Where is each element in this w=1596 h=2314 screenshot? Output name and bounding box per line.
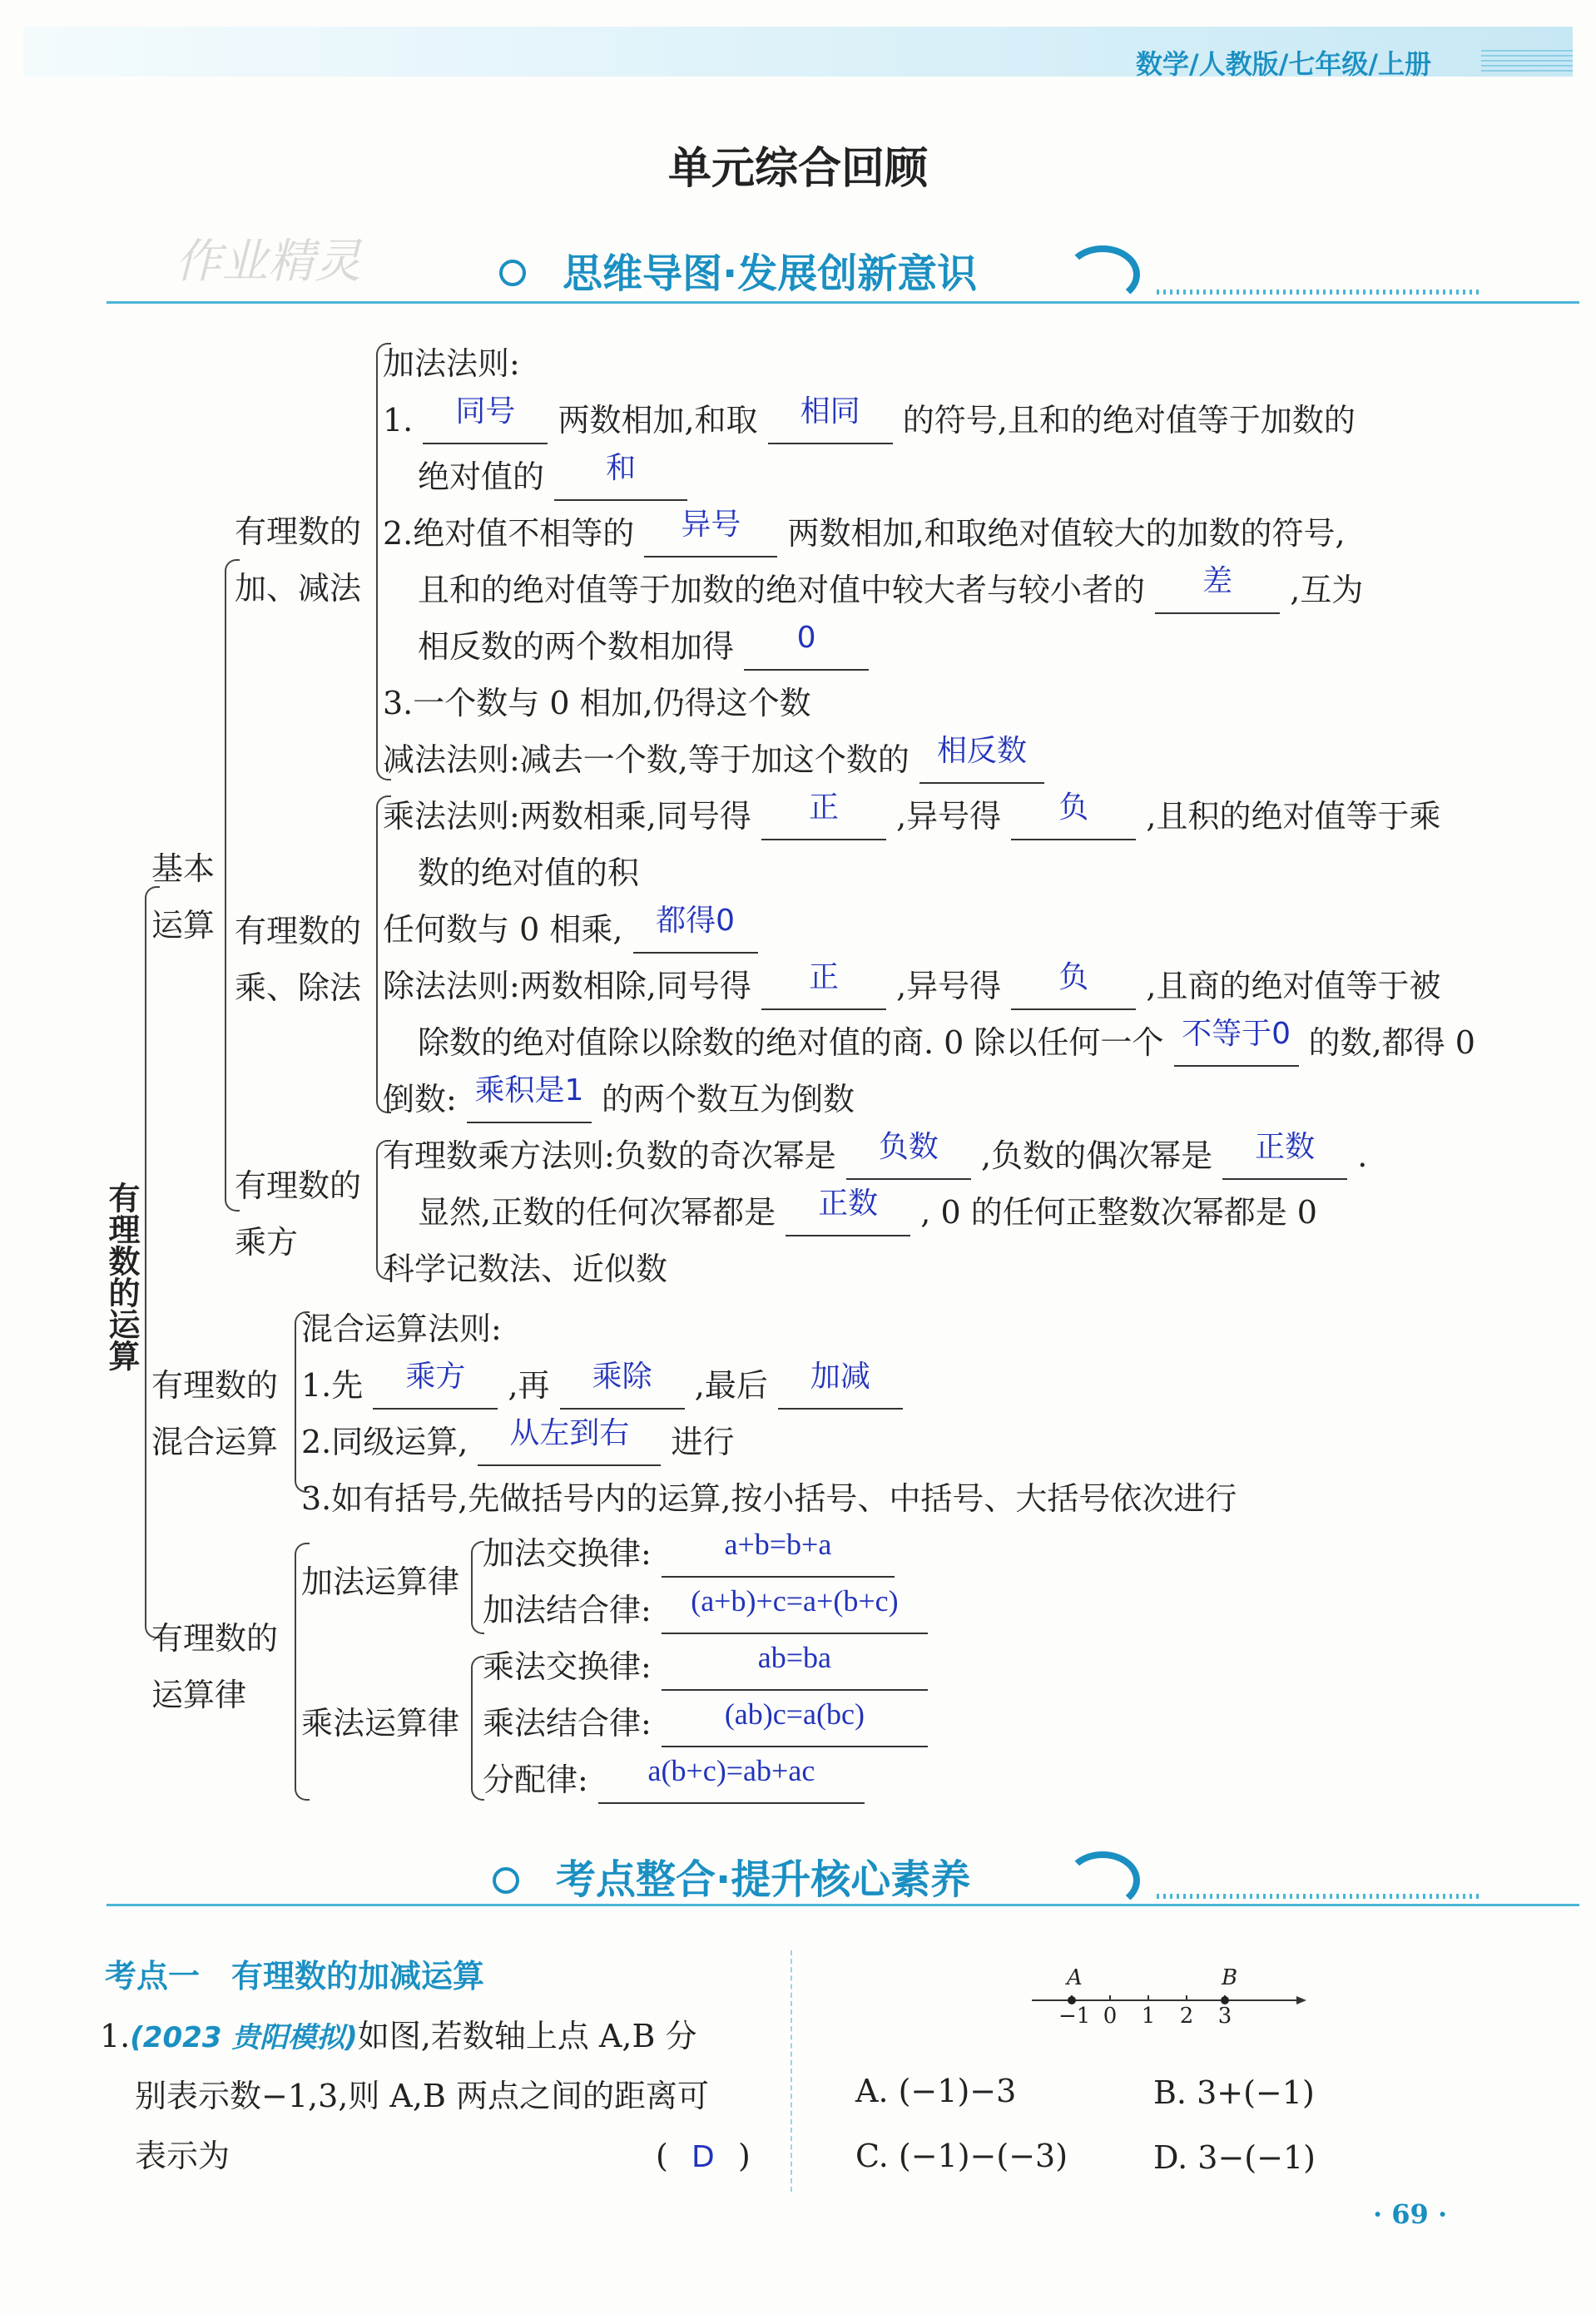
section1-line <box>107 301 1579 304</box>
power-rule: 有理数乘方法则:负数的奇次幂是 负数 ,负数的偶次幂是 正数 . <box>383 1135 1367 1180</box>
page-title: 单元综合回顾 <box>667 143 928 194</box>
answer-nonzero[interactable]: 不等于0 <box>1182 1017 1291 1051</box>
header-breadcrumb: 数学/人教版/七年级/上册 <box>1136 48 1432 80</box>
column-divider <box>791 1950 792 2192</box>
question1-source: (2023 贵阳模拟) <box>130 2021 358 2054</box>
section2-swoosh-icon <box>1065 1851 1140 1910</box>
sci-notation: 科学记数法、近似数 <box>383 1251 668 1287</box>
assoc-add: 加法结合律: (a+b)+c=a+(b+c) <box>483 1589 928 1634</box>
add-rule-title: 加法法则: <box>383 345 520 382</box>
add-rule-1-cont: 绝对值的 和 <box>418 456 687 501</box>
option-b[interactable]: B. 3+(−1) <box>1153 2074 1315 2111</box>
laws-label-1: 有理数的 <box>151 1620 279 1657</box>
question1-line1: 1.(2023 贵阳模拟)如图,若数轴上点 A,B 分 <box>100 2018 697 2054</box>
muldiv-label-1: 有理数的 <box>235 913 362 949</box>
add-rule-1: 1. 同号 两数相加,和取 相同 的符号,且和的绝对值等于加数的 <box>383 399 1356 444</box>
number-line-tick-label: 0 <box>1103 2004 1118 2029</box>
mixed-title: 混合运算法则: <box>301 1311 502 1347</box>
mul-laws-label: 乘法运算律 <box>301 1705 460 1742</box>
answer-positive-mul[interactable]: 正 <box>808 790 839 825</box>
mixed-rule-3: 3.如有括号,先做括号内的运算,按小括号、中括号、大括号依次进行 <box>301 1480 1237 1517</box>
laws-label-2: 运算律 <box>151 1677 247 1713</box>
div-rule: 除法法则:两数相除,同号得 正 ,异号得 负 ,且商的绝对值等于被 <box>383 965 1440 1010</box>
mixed-label-2: 混合运算 <box>151 1424 279 1460</box>
answer-negative-mul[interactable]: 负 <box>1058 790 1089 825</box>
header-stripes-icon <box>1481 48 1573 72</box>
basic-brace <box>225 559 240 1212</box>
mul-zero: 任何数与 0 相乘, 都得0 <box>383 909 758 954</box>
div-rule-cont: 除数的绝对值除以除数的绝对值的商. 0 除以任何一个 不等于0 的数,都得 0 <box>418 1022 1475 1067</box>
answer-dist[interactable]: a(b+c)=ab+ac <box>647 1754 815 1787</box>
answer-positive-div[interactable]: 正 <box>808 960 839 994</box>
basic-label: 基本运算 <box>151 850 216 944</box>
section2-target-icon <box>493 1867 519 1894</box>
answer-left-to-right[interactable]: 从左到右 <box>509 1416 630 1450</box>
section1-title: 思维导图·发展创新意识 <box>563 250 978 297</box>
answer-assoc-mul[interactable]: (ab)c=a(bc) <box>724 1697 865 1731</box>
reciprocal-rule: 倒数: 乘积是1 的两个数互为倒数 <box>383 1078 855 1123</box>
assoc-mul: 乘法结合律: (ab)c=a(bc) <box>483 1702 928 1747</box>
answer-power[interactable]: 乘方 <box>405 1360 466 1394</box>
mul-rule: 乘法法则:两数相乘,同号得 正 ,异号得 负 ,且积的绝对值等于乘 <box>383 795 1440 840</box>
mindmap-root-label: 有理数的运算 <box>103 1182 140 1371</box>
option-c[interactable]: C. (−1)−(−3) <box>855 2138 1068 2174</box>
muldiv-label-2: 乘、除法 <box>235 969 362 1006</box>
add-rule-2: 2.绝对值不相等的 异号 两数相加,和取绝对值较大的加数的符号, <box>383 513 1346 557</box>
question1-answer: ( D ) <box>656 2135 751 2178</box>
answer-diff-sign[interactable]: 异号 <box>681 508 741 542</box>
section2-dots <box>1157 1894 1481 1899</box>
section1-dots <box>1157 290 1481 295</box>
power-rule-cont: 显然,正数的任何次幂都是 正数 , 0 的任何正整数次幂都是 0 <box>418 1192 1317 1236</box>
muldiv-brace <box>376 795 391 1113</box>
mixed-rule-1: 1.先 乘方 ,再 乘除 ,最后 加减 <box>301 1365 903 1410</box>
answer-product-one[interactable]: 乘积是1 <box>474 1073 584 1107</box>
answer-all-zero[interactable]: 都得0 <box>656 904 735 938</box>
section1-target-icon <box>499 260 526 286</box>
watermark: 作业精灵 <box>175 235 361 289</box>
mixed-label-1: 有理数的 <box>151 1367 279 1404</box>
number-line-point-a: A <box>1067 1965 1083 1990</box>
answer-odd-power[interactable]: 负数 <box>878 1130 939 1164</box>
addsub-label-2: 加、减法 <box>235 570 362 607</box>
answer-sum[interactable]: 和 <box>606 451 637 485</box>
page-number: · 69 · <box>1373 2198 1448 2230</box>
answer-negative-div[interactable]: 负 <box>1058 960 1089 994</box>
answer-assoc-add[interactable]: (a+b)+c=a+(b+c) <box>691 1584 899 1618</box>
mixed-rule-2: 2.同级运算, 从左到右 进行 <box>301 1421 735 1466</box>
power-label-2: 乘方 <box>235 1224 299 1261</box>
answer-zero[interactable]: 0 <box>796 621 816 655</box>
number-line-tick-label: 1 <box>1141 2004 1156 2029</box>
add-rule-2-cont: 且和的绝对值等于加数的绝对值中较大者与较小者的 差 ,互为 <box>418 569 1363 614</box>
root-brace <box>145 886 160 1638</box>
answer-addsub[interactable]: 加减 <box>810 1360 870 1394</box>
add-rule-3: 3.一个数与 0 相加,仍得这个数 <box>383 685 811 721</box>
question1-answer-value[interactable]: D <box>691 2140 715 2174</box>
answer-opposite[interactable]: 相反数 <box>936 734 1027 768</box>
answer-muldiv[interactable]: 乘除 <box>592 1360 652 1394</box>
answer-same[interactable]: 相同 <box>800 394 860 429</box>
number-line-point-b: B <box>1222 1965 1238 1990</box>
answer-positive-power[interactable]: 正数 <box>818 1187 879 1221</box>
number-line-tick-label: −1 <box>1058 2004 1091 2029</box>
distributive: 分配律: a(b+c)=ab+ac <box>483 1759 865 1804</box>
option-a[interactable]: A. (−1)−3 <box>855 2073 1017 2109</box>
sub-rule: 减法法则:减去一个数,等于加这个数的 相反数 <box>383 739 1044 784</box>
comm-mul: 乘法交换律: ab=ba <box>483 1646 928 1691</box>
answer-same-sign[interactable]: 同号 <box>455 394 516 429</box>
question1-line2: 别表示数−1,3,则 A,B 两点之间的距离可 <box>135 2078 709 2114</box>
power-label-1: 有理数的 <box>235 1167 362 1204</box>
section2-title: 考点整合·提升核心素养 <box>556 1856 971 1903</box>
option-d[interactable]: D. 3−(−1) <box>1153 2139 1316 2176</box>
question1-line3: 表示为 <box>135 2138 230 2174</box>
number-line-tick-label: 2 <box>1179 2004 1194 2029</box>
answer-comm-mul[interactable]: ab=ba <box>757 1641 832 1674</box>
comm-add: 加法交换律: a+b=b+a <box>483 1533 895 1578</box>
topic1-title: 考点一 有理数的加减运算 <box>105 1958 485 1994</box>
answer-difference[interactable]: 差 <box>1202 564 1233 598</box>
add-laws-label: 加法运算律 <box>301 1563 460 1600</box>
answer-comm-add[interactable]: a+b=b+a <box>724 1528 832 1561</box>
answer-even-power[interactable]: 正数 <box>1255 1130 1316 1164</box>
add-rule-2-cont2: 相反数的两个数相加得 0 <box>418 626 869 671</box>
mul-rule-cont: 数的绝对值的积 <box>418 855 640 891</box>
section1-swoosh-icon <box>1065 245 1140 304</box>
addsub-label-1: 有理数的 <box>235 513 362 550</box>
number-line-tick-label: 3 <box>1217 2004 1232 2029</box>
